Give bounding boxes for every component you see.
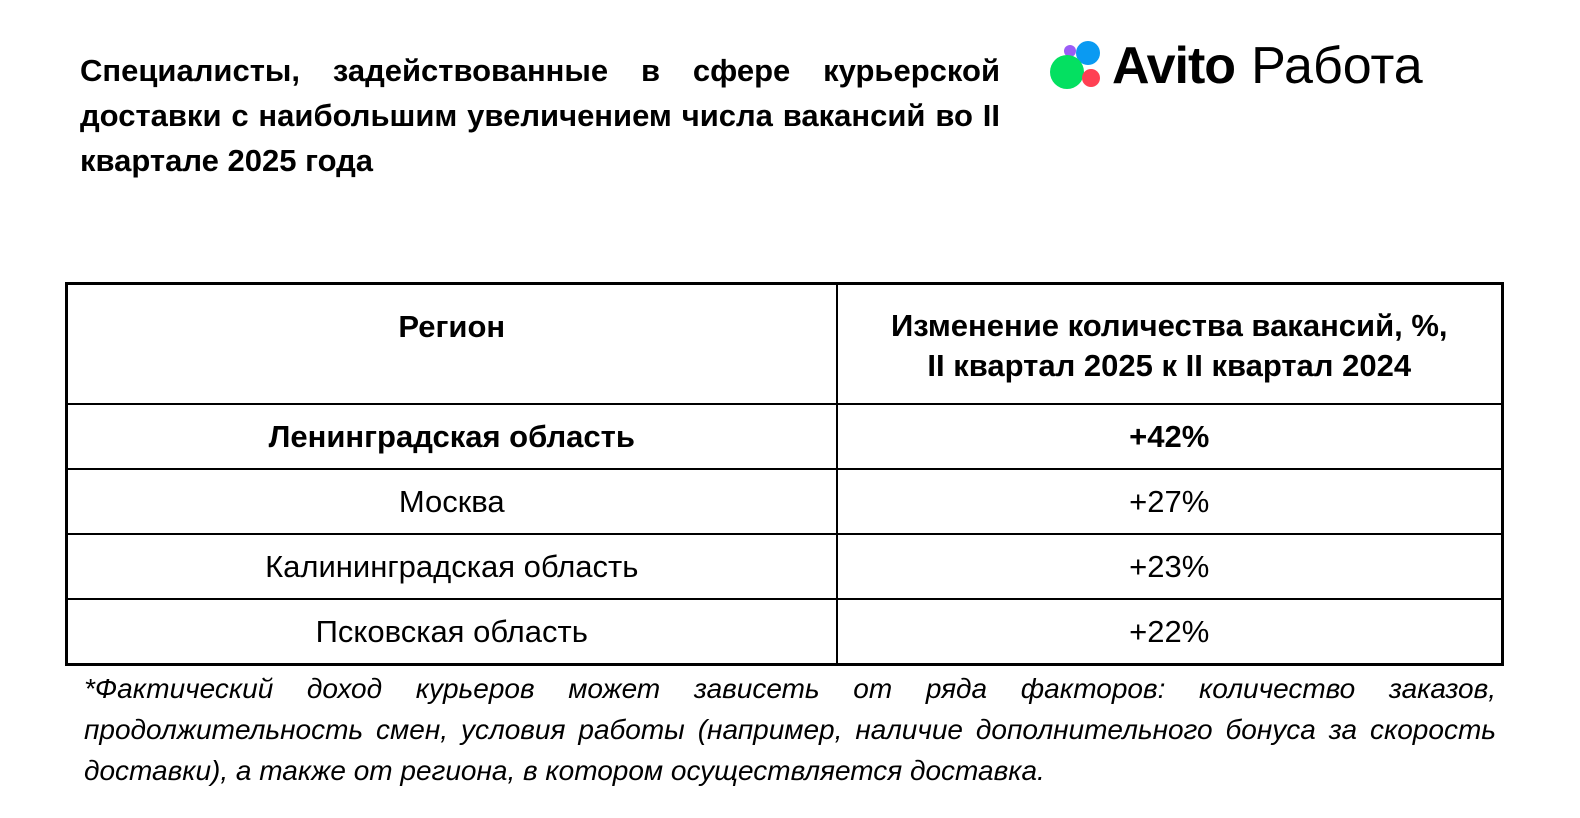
- table-row: [67, 534, 1503, 599]
- table-row: [67, 599, 1503, 665]
- table-row: [67, 469, 1503, 534]
- cell-change: +42%: [837, 404, 1503, 469]
- avito-dots-icon: [1050, 39, 1108, 93]
- header-change-line1: Изменение количества вакансий, %,: [890, 308, 1448, 343]
- header-change: [837, 284, 1503, 405]
- logo-dot-red: [1082, 69, 1100, 87]
- avito-rabota-logo: [1050, 36, 1423, 96]
- logo-product-text: Работа: [1251, 37, 1423, 95]
- page-title: Специалисты, задействованные в сфере курьерской доставки с наибольшим увеличением числа вакансий во II квартале 2025 года: [80, 53, 1000, 178]
- header-region: Регион: [67, 284, 837, 405]
- header-change-line2: II квартал 2025 к II квартал 2024: [927, 348, 1412, 383]
- logo-brand-text: Avito: [1112, 37, 1236, 95]
- cell-change: +22%: [837, 599, 1503, 665]
- cell-region: Псковская область: [67, 599, 837, 665]
- table-row: [67, 404, 1503, 469]
- cell-change: +23%: [837, 534, 1503, 599]
- cell-region: Калининградская область: [67, 534, 837, 599]
- vacancy-change-table: [65, 282, 1504, 666]
- cell-region: Москва: [67, 469, 837, 534]
- cell-change: +27%: [837, 469, 1503, 534]
- table-header-row: [67, 284, 1503, 405]
- footnote: *Фактический доход курьеров может зависеть от ряда факторов: количество заказов, продолжительность смен, условия работы (например, наличие дополнительного бонуса за скорость доставки), а также от региона, в котором осуществляется доставка.: [84, 673, 1496, 786]
- cell-region: Ленинградская область: [67, 404, 837, 469]
- logo-dot-green: [1050, 55, 1084, 89]
